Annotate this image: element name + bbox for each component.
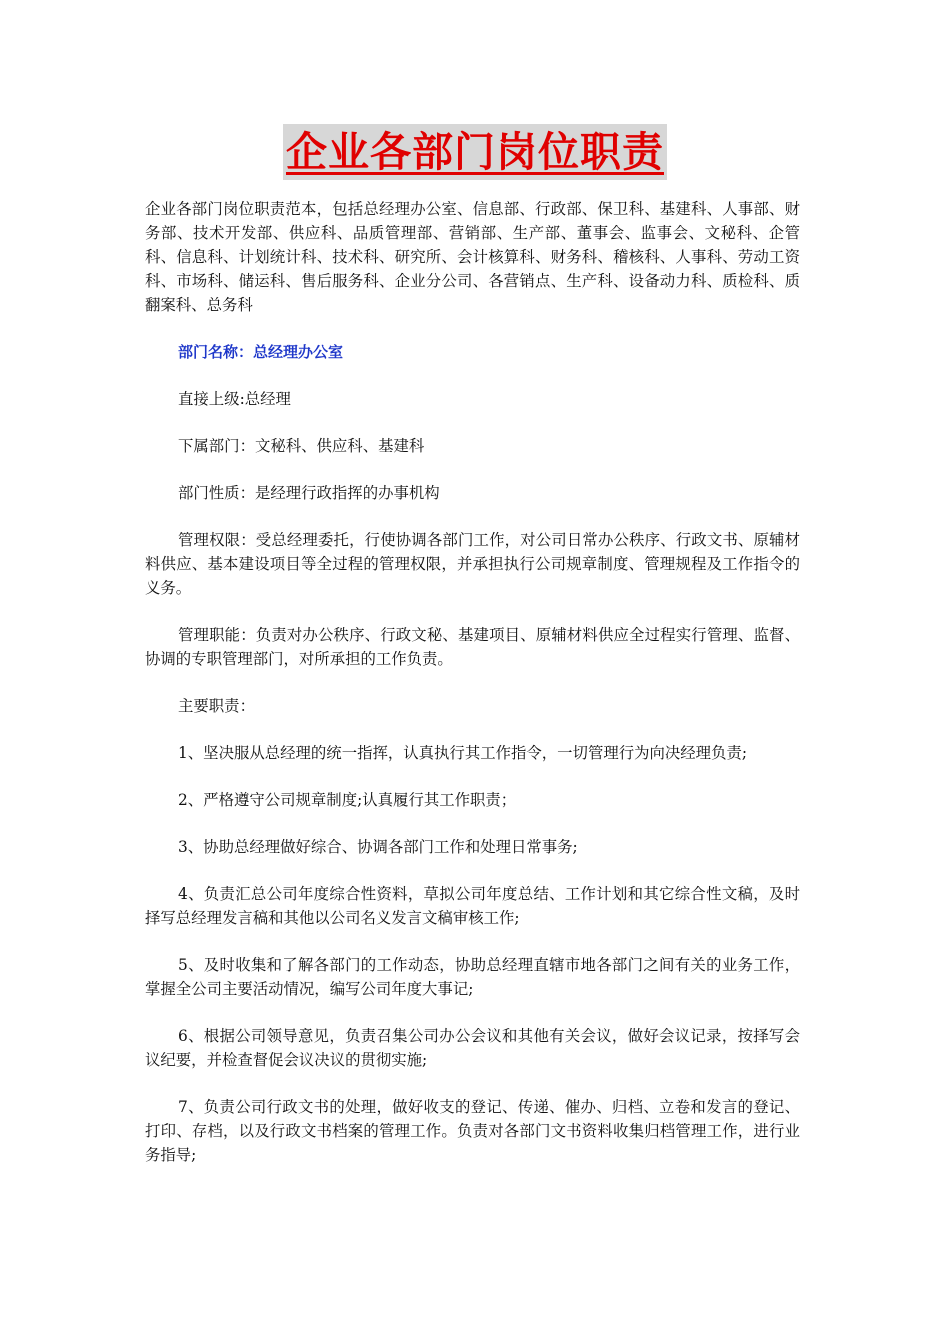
subordinates-line: 下属部门：文秘科、供应科、基建科 <box>178 437 425 455</box>
authority-paragraph: 管理权限：受总经理委托，行使协调各部门工作，对公司日常办公秩序、行政文书、原辅材料供应、基本建设项目等全过程的管理权限，并承担执行公司规章制度、管理规程及工作指令的义务。 <box>145 531 800 597</box>
duty-item: 2、严格遵守公司规章制度;认真履行其工作职责； <box>178 791 517 809</box>
duty-item: 7、负责公司行政文书的处理，做好收支的登记、传递、催办、归档、立卷和发言的登记、打印、存档，以及行政文书档案的管理工作。负责对各部门文书资料收集归档管理工作，进行业务指导; <box>145 1098 800 1164</box>
duties-list <box>145 741 800 1167</box>
duty-item: 6、根据公司领导意见，负责召集公司办公会议和其他有关会议，做好会议记录，按择写会议纪要，并检查督促会议决议的贯彻实施; <box>145 1027 800 1069</box>
superior-line: 直接上级:总经理 <box>178 390 291 408</box>
title-container <box>0 124 950 180</box>
document-body <box>145 197 800 1167</box>
duty-item: 1、坚决服从总经理的统一指挥，认真执行其工作指令，一切管理行为向决经理负责; <box>178 744 748 762</box>
duty-item: 4、负责汇总公司年度综合性资料，草拟公司年度总结、工作计划和其它综合性文稿，及时择写总经理发言稿和其他以公司名义发言文稿审核工作; <box>145 885 800 927</box>
functions-paragraph: 管理职能：负责对办公秩序、行政文秘、基建项目、原辅材料供应全过程实行管理、监督、协调的专职管理部门，对所承担的工作负责。 <box>145 626 800 668</box>
document-title: 企业各部门岗位职责 <box>283 124 667 180</box>
intro-paragraph: 企业各部门岗位职责范本，包括总经理办公室、信息部、行政部、保卫科、基建科、人事部、财务部、技术开发部、供应科、品质管理部、营销部、生产部、董事会、监事会、文秘科、企管科、信息科、计划统计科、技术科、研究所、会计核算科、财务科、稽核科、人事科、劳动工资科、市场科、储运科、售后服务科、企业分公司、各营销点、生产科、设备动力科、质检科、质翻案科、总务科 <box>145 200 800 314</box>
nature-line: 部门性质：是经理行政指挥的办事机构 <box>178 484 440 502</box>
duty-item: 3、协助总经理做好综合、协调各部门工作和处理日常事务; <box>178 838 578 856</box>
duties-heading: 主要职责： <box>178 697 255 715</box>
department-heading: 部门名称：总经理办公室 <box>178 343 344 361</box>
duty-item: 5、及时收集和了解各部门的工作动态，协助总经理直辖市地各部门之间有关的业务工作，掌握全公司主要活动情况，编写公司年度大事记; <box>145 956 800 998</box>
